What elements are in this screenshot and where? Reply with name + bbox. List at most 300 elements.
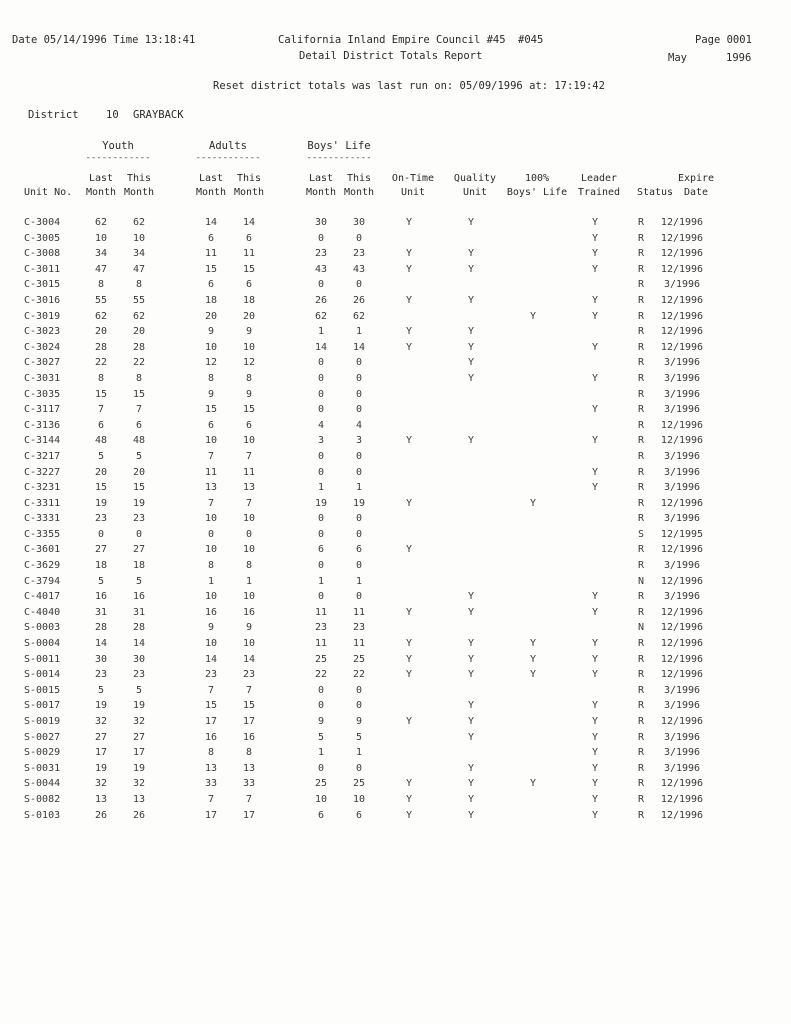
cell-quality xyxy=(440,745,502,761)
cell-quality xyxy=(440,620,502,636)
cell-on-time xyxy=(378,402,440,418)
cell-on-time: Y xyxy=(405,653,413,665)
cell-youth-last: 0 xyxy=(97,528,105,540)
cell-adults-last: 0 xyxy=(207,528,215,540)
cell-adults-last: 18 xyxy=(204,294,218,306)
cell-boys-this: 22 xyxy=(352,669,366,681)
cell-boys-this: 6 xyxy=(355,809,363,821)
table-row xyxy=(20,792,708,808)
cell-leader-trained: Y xyxy=(591,217,599,228)
cell-youth-this: 20 xyxy=(132,466,146,478)
cell-expire-date: 3/1996 xyxy=(663,279,701,291)
cell-quality: Y xyxy=(467,606,475,618)
cell-youth-last: 26 xyxy=(94,809,108,821)
cell-youth-last: 19 xyxy=(94,700,108,712)
table-row xyxy=(20,558,708,574)
cell-boys-life-100 xyxy=(502,620,564,636)
column-spacer xyxy=(268,496,302,512)
cell-on-time xyxy=(378,480,440,496)
cell-status: R xyxy=(637,294,645,306)
cell-quality: Y xyxy=(467,716,475,727)
cell-youth-this: 5 xyxy=(135,684,143,696)
table-row xyxy=(20,355,708,371)
cell-leader-trained: Y xyxy=(591,310,599,322)
cell-youth-this: 22 xyxy=(132,357,146,369)
cell-status: R xyxy=(637,372,645,384)
cell-adults-last: 8 xyxy=(207,372,215,384)
column-spacer xyxy=(158,620,192,636)
cell-on-time: Y xyxy=(405,217,413,228)
group-boys-life-label: Boys' Life xyxy=(307,140,371,152)
col-youth-last-line1: Last xyxy=(88,173,114,184)
cell-boys-life-100 xyxy=(502,808,564,824)
column-spacer xyxy=(158,589,192,605)
column-spacer xyxy=(268,636,302,652)
cell-boys-life-100 xyxy=(502,371,564,387)
cell-on-time xyxy=(378,231,440,247)
cell-leader-trained: Y xyxy=(591,762,599,774)
cell-boys-last: 25 xyxy=(314,778,328,790)
cell-adults-this: 18 xyxy=(242,294,256,306)
cell-boys-this: 23 xyxy=(352,248,366,260)
cell-youth-this: 17 xyxy=(132,747,146,759)
cell-status: R xyxy=(637,560,645,572)
cell-youth-last: 23 xyxy=(94,669,108,681)
column-spacer xyxy=(268,449,302,465)
cell-youth-this: 15 xyxy=(132,388,146,400)
cell-youth-last: 48 xyxy=(94,435,108,447)
cell-quality: Y xyxy=(467,248,475,260)
cell-boys-last: 0 xyxy=(317,528,325,540)
cell-adults-this: 7 xyxy=(245,497,253,509)
cell-unit-no: C-3217 xyxy=(24,450,61,462)
cell-status: R xyxy=(637,310,645,322)
cell-leader-trained: Y xyxy=(591,372,599,384)
cell-status: R xyxy=(637,778,645,790)
cell-unit-no: C-3311 xyxy=(24,497,61,509)
cell-status: R xyxy=(637,669,645,681)
cell-adults-this: 23 xyxy=(242,669,256,681)
district-label: District xyxy=(28,109,79,121)
column-spacer xyxy=(268,527,302,543)
cell-boys-life-100 xyxy=(502,340,564,356)
cell-unit-no: C-3117 xyxy=(24,404,61,416)
cell-unit-no: C-4040 xyxy=(24,606,61,618)
cell-unit-no: C-3794 xyxy=(24,575,61,587)
column-spacer xyxy=(268,418,302,434)
cell-on-time xyxy=(378,418,440,434)
column-spacer xyxy=(158,683,192,699)
column-spacer xyxy=(268,277,302,293)
cell-boys-last: 11 xyxy=(314,638,328,650)
cell-status: R xyxy=(637,357,645,369)
cell-quality xyxy=(440,387,502,403)
cell-quality xyxy=(440,574,502,590)
table-row xyxy=(20,340,708,356)
cell-boys-life-100 xyxy=(502,605,564,621)
cell-quality xyxy=(440,231,502,247)
cell-adults-last: 13 xyxy=(204,482,218,494)
column-spacer xyxy=(158,667,192,683)
cell-adults-this: 12 xyxy=(242,357,256,369)
council-name: California Inland Empire Council #45 xyxy=(278,34,506,46)
cell-leader-trained: Y xyxy=(591,716,599,727)
cell-leader-trained: Y xyxy=(591,793,599,805)
cell-expire-date: 3/1996 xyxy=(663,404,701,416)
cell-adults-this: 8 xyxy=(245,747,253,759)
cell-youth-last: 15 xyxy=(94,388,108,400)
report-date-time: Date 05/14/1996 Time 13:18:41 xyxy=(12,34,196,46)
cell-adults-last: 6 xyxy=(207,279,215,291)
cell-unit-no: S-0103 xyxy=(24,809,61,821)
cell-expire-date: 12/1996 xyxy=(660,341,704,353)
cell-on-time: Y xyxy=(405,497,413,509)
cell-status: R xyxy=(637,466,645,478)
cell-youth-this: 26 xyxy=(132,809,146,821)
cell-boys-last: 22 xyxy=(314,669,328,681)
column-spacer xyxy=(158,480,192,496)
column-spacer xyxy=(268,652,302,668)
cell-status: R xyxy=(637,747,645,759)
cell-boys-life-100 xyxy=(502,574,564,590)
column-spacer xyxy=(158,496,192,512)
cell-unit-no: C-3024 xyxy=(24,341,61,353)
cell-boys-life-100 xyxy=(502,387,564,403)
cell-expire-date: 3/1996 xyxy=(663,762,701,774)
column-spacer xyxy=(268,776,302,792)
cell-quality xyxy=(440,309,502,325)
cell-boys-last: 26 xyxy=(314,294,328,306)
cell-expire-date: 3/1996 xyxy=(663,482,701,494)
col-adults-this-line2: Month xyxy=(233,187,265,198)
cell-adults-this: 17 xyxy=(242,716,256,727)
cell-adults-this: 13 xyxy=(242,482,256,494)
group-adults xyxy=(194,140,262,163)
column-spacer xyxy=(268,589,302,605)
cell-on-time xyxy=(378,371,440,387)
cell-adults-this: 0 xyxy=(245,528,253,540)
cell-boys-this: 0 xyxy=(355,404,363,416)
cell-adults-this: 13 xyxy=(242,762,256,774)
cell-adults-this: 10 xyxy=(242,435,256,447)
column-spacer xyxy=(158,605,192,621)
cell-status: N xyxy=(637,622,645,634)
cell-boys-this: 0 xyxy=(355,762,363,774)
cell-leader-trained xyxy=(564,574,626,590)
cell-expire-date: 12/1996 xyxy=(660,310,704,322)
cell-youth-this: 8 xyxy=(135,279,143,291)
cell-expire-date: 3/1996 xyxy=(663,388,701,400)
cell-quality: Y xyxy=(467,700,475,712)
cell-on-time: Y xyxy=(405,778,413,790)
cell-youth-this: 19 xyxy=(132,762,146,774)
cell-unit-no: C-3015 xyxy=(24,279,61,291)
cell-boys-last: 0 xyxy=(317,232,325,244)
cell-boys-last: 10 xyxy=(314,793,328,805)
cell-status: N xyxy=(637,575,645,587)
col-adults-last xyxy=(192,172,230,200)
table-row xyxy=(20,808,708,824)
cell-expire-date: 12/1996 xyxy=(660,778,704,790)
column-spacer xyxy=(158,433,192,449)
cell-unit-no: C-3144 xyxy=(24,435,61,447)
cell-youth-last: 13 xyxy=(94,793,108,805)
cell-youth-this: 62 xyxy=(132,217,146,228)
cell-boys-life-100 xyxy=(502,714,564,730)
cell-status: R xyxy=(637,700,645,712)
column-spacer xyxy=(268,808,302,824)
table-row xyxy=(20,542,708,558)
cell-adults-last: 7 xyxy=(207,450,215,462)
cell-leader-trained: Y xyxy=(591,294,599,306)
cell-quality xyxy=(440,418,502,434)
cell-on-time xyxy=(378,558,440,574)
cell-boys-this: 0 xyxy=(355,357,363,369)
cell-unit-no: C-4017 xyxy=(24,591,61,603)
col-boys-life-100-line1: 100% xyxy=(524,173,550,184)
cell-expire-date: 3/1996 xyxy=(663,450,701,462)
table-row xyxy=(20,620,708,636)
cell-youth-this: 34 xyxy=(132,248,146,260)
cell-youth-this: 19 xyxy=(132,700,146,712)
cell-boys-last: 14 xyxy=(314,341,328,353)
cell-youth-this: 8 xyxy=(135,372,143,384)
cell-boys-life-100 xyxy=(502,433,564,449)
column-spacer xyxy=(268,667,302,683)
table-row xyxy=(20,496,708,512)
cell-youth-last: 47 xyxy=(94,263,108,275)
cell-leader-trained xyxy=(564,620,626,636)
cell-unit-no: C-3629 xyxy=(24,560,61,572)
cell-boys-last: 0 xyxy=(317,466,325,478)
cell-status: R xyxy=(637,435,645,447)
column-spacer xyxy=(268,792,302,808)
cell-youth-this: 27 xyxy=(132,544,146,556)
table-row xyxy=(20,589,708,605)
cell-expire-date: 3/1996 xyxy=(663,747,701,759)
cell-youth-last: 31 xyxy=(94,606,108,618)
cell-status: R xyxy=(637,606,645,618)
cell-adults-this: 7 xyxy=(245,450,253,462)
cell-expire-date: 12/1996 xyxy=(660,217,704,228)
column-spacer xyxy=(268,620,302,636)
cell-boys-life-100 xyxy=(502,698,564,714)
cell-unit-no: S-0014 xyxy=(24,669,61,681)
col-expire-line1: Expire xyxy=(677,173,715,184)
table-row xyxy=(20,574,708,590)
cell-boys-last: 62 xyxy=(314,310,328,322)
cell-boys-this: 25 xyxy=(352,653,366,665)
cell-boys-last: 0 xyxy=(317,591,325,603)
cell-boys-life-100 xyxy=(502,324,564,340)
cell-boys-last: 0 xyxy=(317,762,325,774)
cell-on-time xyxy=(378,449,440,465)
table-row xyxy=(20,652,708,668)
cell-boys-last: 0 xyxy=(317,560,325,572)
col-youth-this-line1: This xyxy=(126,173,152,184)
cell-expire-date: 12/1996 xyxy=(660,497,704,509)
cell-status: S xyxy=(637,528,645,540)
cell-on-time xyxy=(378,730,440,746)
cell-status: R xyxy=(637,497,645,509)
cell-youth-last: 16 xyxy=(94,591,108,603)
col-boys-this-line1: This xyxy=(346,173,372,184)
cell-adults-last: 16 xyxy=(204,731,218,743)
column-spacer xyxy=(268,324,302,340)
table-row xyxy=(20,449,708,465)
cell-boys-this: 0 xyxy=(355,560,363,572)
cell-expire-date: 3/1996 xyxy=(663,700,701,712)
cell-quality: Y xyxy=(467,638,475,650)
cell-quality xyxy=(440,542,502,558)
cell-unit-no: C-3601 xyxy=(24,544,61,556)
column-spacer xyxy=(268,698,302,714)
cell-leader-trained xyxy=(564,683,626,699)
cell-adults-this: 33 xyxy=(242,778,256,790)
cell-boys-this: 11 xyxy=(352,638,366,650)
cell-quality: Y xyxy=(467,591,475,603)
cell-on-time xyxy=(378,620,440,636)
cell-boys-life-100 xyxy=(502,418,564,434)
cell-leader-trained xyxy=(564,449,626,465)
cell-boys-this: 9 xyxy=(355,716,363,727)
cell-youth-this: 6 xyxy=(135,419,143,431)
cell-adults-this: 8 xyxy=(245,372,253,384)
cell-boys-life-100 xyxy=(502,480,564,496)
cell-boys-last: 6 xyxy=(317,809,325,821)
cell-boys-this: 0 xyxy=(355,450,363,462)
cell-boys-last: 0 xyxy=(317,388,325,400)
cell-unit-no: C-3005 xyxy=(24,232,61,244)
cell-youth-last: 19 xyxy=(94,762,108,774)
group-youth-label: Youth xyxy=(102,140,134,152)
cell-adults-last: 6 xyxy=(207,232,215,244)
column-spacer xyxy=(158,355,192,371)
table-row xyxy=(20,433,708,449)
cell-youth-last: 5 xyxy=(97,575,105,587)
cell-boys-this: 1 xyxy=(355,747,363,759)
cell-adults-last: 15 xyxy=(204,263,218,275)
cell-unit-no: C-3011 xyxy=(24,263,61,275)
cell-boys-this: 0 xyxy=(355,591,363,603)
cell-quality: Y xyxy=(467,341,475,353)
cell-quality: Y xyxy=(467,263,475,275)
cell-expire-date: 12/1996 xyxy=(660,606,704,618)
cell-boys-life-100 xyxy=(502,511,564,527)
cell-unit-no: C-3023 xyxy=(24,326,61,338)
col-youth-last xyxy=(82,172,120,200)
cell-leader-trained: Y xyxy=(591,731,599,743)
cell-status: R xyxy=(637,419,645,431)
cell-adults-last: 8 xyxy=(207,747,215,759)
cell-youth-last: 27 xyxy=(94,544,108,556)
cell-boys-this: 4 xyxy=(355,419,363,431)
report-month: May xyxy=(668,52,687,64)
column-spacer xyxy=(158,511,192,527)
report-year: 1996 xyxy=(726,52,752,64)
cell-boys-this: 0 xyxy=(355,279,363,291)
district-number: 10 xyxy=(106,109,119,121)
cell-adults-this: 10 xyxy=(242,591,256,603)
cell-expire-date: 3/1996 xyxy=(663,357,701,369)
cell-status: R xyxy=(637,544,645,556)
col-boys-last-line2: Month xyxy=(305,187,337,198)
cell-boys-this: 19 xyxy=(352,497,366,509)
table-row xyxy=(20,730,708,746)
cell-unit-no: S-0003 xyxy=(24,622,61,634)
cell-expire-date: 12/1996 xyxy=(660,575,704,587)
column-spacer xyxy=(158,792,192,808)
cell-boys-this: 43 xyxy=(352,263,366,275)
cell-quality: Y xyxy=(467,217,475,228)
table-row xyxy=(20,215,708,231)
cell-leader-trained: Y xyxy=(591,778,599,790)
cell-youth-this: 7 xyxy=(135,404,143,416)
cell-youth-this: 14 xyxy=(132,638,146,650)
column-spacer xyxy=(158,215,192,231)
cell-youth-this: 16 xyxy=(132,591,146,603)
cell-boys-this: 0 xyxy=(355,388,363,400)
column-spacer xyxy=(158,277,192,293)
cell-adults-this: 17 xyxy=(242,809,256,821)
cell-adults-this: 6 xyxy=(245,232,253,244)
column-spacer xyxy=(158,730,192,746)
cell-status: R xyxy=(637,638,645,650)
cell-youth-this: 30 xyxy=(132,653,146,665)
column-spacer xyxy=(158,387,192,403)
column-spacer xyxy=(268,262,302,278)
cell-boys-life-100 xyxy=(502,215,564,231)
cell-adults-last: 16 xyxy=(204,606,218,618)
column-spacer xyxy=(158,465,192,481)
cell-on-time: Y xyxy=(405,435,413,447)
cell-boys-life-100 xyxy=(502,449,564,465)
cell-unit-no: C-3027 xyxy=(24,357,61,369)
cell-adults-last: 23 xyxy=(204,669,218,681)
cell-boys-life-100 xyxy=(502,465,564,481)
cell-quality xyxy=(440,527,502,543)
cell-boys-this: 1 xyxy=(355,482,363,494)
cell-youth-last: 10 xyxy=(94,232,108,244)
cell-youth-this: 13 xyxy=(132,793,146,805)
cell-status: R xyxy=(637,248,645,260)
cell-quality: Y xyxy=(467,762,475,774)
cell-boys-life-100 xyxy=(502,542,564,558)
cell-adults-this: 15 xyxy=(242,700,256,712)
cell-expire-date: 12/1996 xyxy=(660,419,704,431)
cell-status: R xyxy=(637,388,645,400)
table-row xyxy=(20,714,708,730)
column-spacer xyxy=(158,402,192,418)
cell-boys-last: 1 xyxy=(317,482,325,494)
column-spacer xyxy=(158,636,192,652)
cell-on-time xyxy=(378,745,440,761)
table-row xyxy=(20,761,708,777)
cell-expire-date: 12/1996 xyxy=(660,232,704,244)
col-quality-unit xyxy=(444,172,506,200)
cell-leader-trained: Y xyxy=(591,404,599,416)
cell-leader-trained: Y xyxy=(591,606,599,618)
cell-on-time: Y xyxy=(405,809,413,821)
cell-unit-no: C-3227 xyxy=(24,466,61,478)
cell-adults-last: 12 xyxy=(204,357,218,369)
cell-boys-this: 62 xyxy=(352,310,366,322)
cell-quality: Y xyxy=(467,809,475,821)
cell-boys-this: 0 xyxy=(355,528,363,540)
cell-quality xyxy=(440,465,502,481)
cell-adults-this: 14 xyxy=(242,217,256,228)
cell-youth-last: 30 xyxy=(94,653,108,665)
